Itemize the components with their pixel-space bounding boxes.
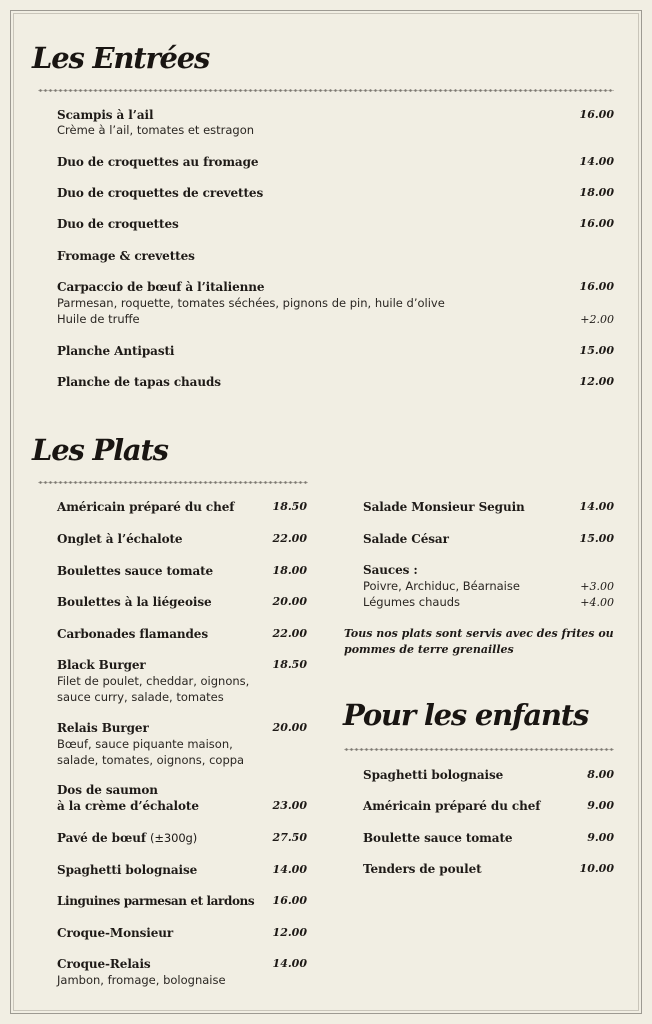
item-price: 27.50 [272,831,307,844]
item-name: Boulettes à la liégeoise [57,595,212,609]
item-price: 22.00 [272,627,307,640]
item-name: Duo de croquettes [57,217,179,231]
item-name: Duo de croquettes au fromage [57,155,259,169]
item-name: Scampis à l’ail [57,108,154,122]
item-description: Jambon, fromage, bolognaise [57,973,226,987]
item-name-text: Pavé de bœuf [57,831,146,845]
item-name: Américain préparé du chef [363,799,541,813]
item-name: Carbonades flamandes [57,627,208,641]
item-name: Tenders de poulet [363,862,482,876]
item-name: Sauces : [363,563,418,577]
item-price: 9.00 [587,799,614,812]
note-line: Tous nos plats sont servis avec des frites ou [344,627,614,640]
enfants-divider [344,747,614,752]
item-name: Spaghetti bolognaise [363,768,504,782]
supplement-price: +2.00 [580,313,614,326]
item-price: 14.00 [272,863,307,876]
item-price: 18.00 [272,564,307,577]
item-price: 20.00 [272,721,307,734]
item-price: 15.00 [579,532,614,545]
item-description: Huile de truffe [57,312,140,326]
supplement-price: +3.00 [580,580,614,593]
item-price: 12.00 [579,375,614,388]
item-price: 18.50 [272,658,307,671]
item-name: Duo de croquettes de crevettes [57,186,264,200]
item-description: Bœuf, sauce piquante maison, [57,737,233,751]
item-price: 10.00 [579,862,614,875]
item-price: 14.00 [579,155,614,168]
entrees-divider [38,88,614,93]
item-name: Relais Burger [57,721,149,735]
item-description: Légumes chauds [363,595,461,609]
item-price: 14.00 [272,957,307,970]
item-price: 8.00 [587,768,614,781]
item-name: Carpaccio de bœuf à l’italienne [57,280,265,294]
item-name: Boulettes sauce tomate [57,564,214,578]
item-description: sauce curry, salade, tomates [57,690,224,704]
item-price: 16.00 [579,108,614,121]
item-description: Crème à l’ail, tomates et estragon [57,123,255,137]
item-price: 18.50 [272,500,307,513]
item-name: Salade César [363,532,449,546]
item-name: Croque-Monsieur [57,926,174,940]
item-price: 23.00 [272,799,307,812]
item-name: Dos de saumon [57,783,158,797]
item-name: Black Burger [57,658,146,672]
item-price: 15.00 [579,344,614,357]
item-price: 16.00 [579,217,614,230]
item-name: Salade Monsieur Seguin [363,500,525,514]
plats-divider [38,480,308,485]
item-price: 16.00 [579,280,614,293]
side-dish-note [344,626,624,658]
item-name-line2: à la crème d’échalote [57,799,199,813]
supplement-price: +4.00 [580,596,614,609]
item-price: 18.00 [579,186,614,199]
item-description: salade, tomates, oignons, coppa [57,753,245,767]
item-price: 14.00 [579,500,614,513]
item-name: Planche de tapas chauds [57,375,221,389]
item-name: Boulette sauce tomate [363,831,513,845]
item-description: Poivre, Archiduc, Béarnaise [363,579,520,593]
item-name: Linguines parmesan et lardons [57,894,255,908]
item-price: 20.00 [272,595,307,608]
item-price: 9.00 [587,831,614,844]
item-name: Planche Antipasti [57,344,175,358]
note-line: pommes de terre grenailles [344,643,514,656]
item-weight: (±300g) [149,831,198,845]
item-description: Filet de poulet, cheddar, oignons, [57,674,250,688]
item-name: Onglet à l’échalote [57,532,183,546]
item-name: Fromage & crevettes [57,249,195,263]
item-name: Croque-Relais [57,957,151,971]
item-price: 16.00 [272,894,307,907]
item-name: Américain préparé du chef [57,500,235,514]
item-description: Parmesan, roquette, tomates séchées, pignons de pin, huile d’olive [57,296,445,310]
item-price: 22.00 [272,532,307,545]
enfants-heading: Pour les enfants [343,698,589,732]
item-name [57,831,197,845]
item-name: Spaghetti bolognaise [57,863,198,877]
plats-heading: Les Plats [32,433,168,467]
item-price: 12.00 [272,926,307,939]
entrees-heading: Les Entrées [32,41,210,75]
